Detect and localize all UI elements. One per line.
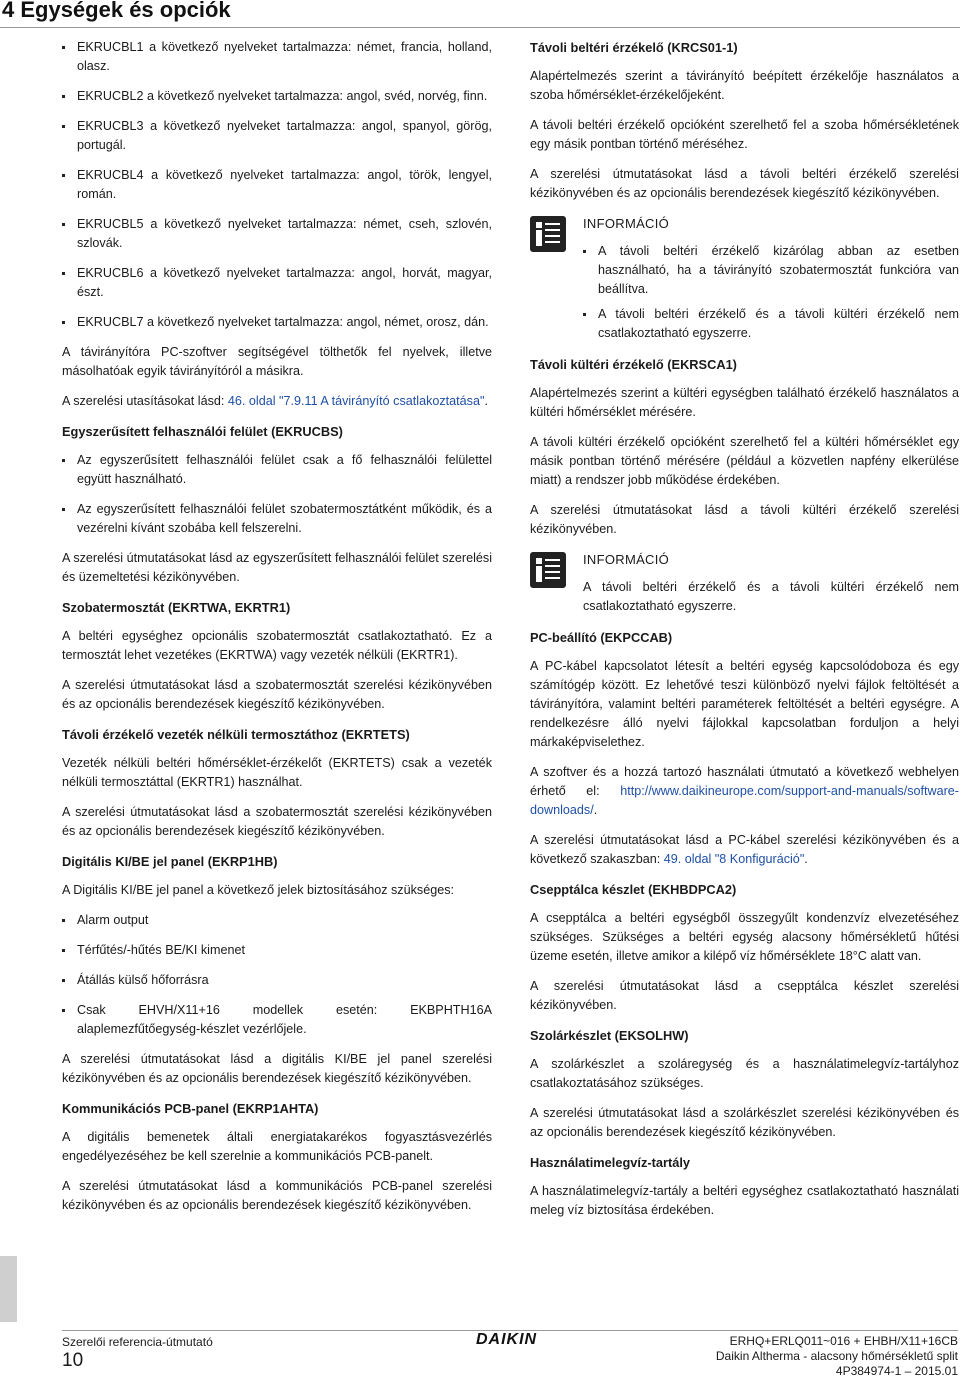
list-item: EKRUCBL6 a következő nyelveket tartalmazza: angol, horvát, magyar, észt. (62, 264, 492, 302)
doc-type: Szerelői referencia-útmutató (62, 1335, 213, 1349)
product-name: Daikin Altherma - alacsony hőmérsékletű split (715, 1349, 958, 1363)
info-icon (530, 216, 566, 252)
install-ref-prefix: A szerelési utasításokat lásd: (62, 394, 228, 408)
right-column (530, 38, 959, 1231)
digital-io-note: A szerelési útmutatásokat lásd a digitális KI/BE jel panel szerelési kézikönyvében és az opcionális berendezések kiegészítő kézikönyvében. (62, 1052, 492, 1085)
heading-simplified-ui: Egyszerűsített felhasználói felület (EKRUCBS) (62, 424, 343, 439)
info-list (583, 242, 959, 343)
download-link[interactable]: http://www.daikineurope.com/support-and-manuals/software-downloads/ (530, 784, 959, 817)
comm-pcb-p1: A digitális bemenetek általi energiatakarékos fogyasztásvezérlés engedélyezéséhez be kell szerelnie a kommunikációs PCB-panelt. (62, 1130, 492, 1163)
page-footer (0, 1322, 960, 1376)
heading-digital-io: Digitális KI/BE jel panel (EKRP1HB) (62, 854, 278, 869)
config-section-link[interactable]: 49. oldal "8 Konfiguráció" (663, 852, 805, 866)
info-title: INFORMÁCIÓ (583, 552, 670, 567)
list-item: EKRUCBL1 a következő nyelveket tartalmazza: német, francia, holland, olasz. (62, 38, 492, 76)
indoor-sensor-p2: A távoli beltéri érzékelő opcióként szerelhető fel a szoba hőmérsékletének egy másik pontban történő méréséhez. (530, 118, 959, 151)
list-item: Az egyszerűsített felhasználói felület szobatermosztátként működik, és a vezérelni kívánt szobába kell felszerelni. (62, 500, 492, 538)
list-item: Csak EHVH/X11+16 modellek esetén: EKBPHTH16A alaplemezfűtőegység-készlet vezérlőjele. (62, 1001, 492, 1039)
pc-config-p1: A PC-kábel kapcsolatot létesít a beltéri egység kapcsolódoboza és egy számítógép között. Ez lehetővé teszi különböző nyelvi fájlok feltöltését a távirányítóra, valamint beltéri paraméterek feltöltését a beltéri egységre. A rendelkezésre álló nyelvi fájlokkal kapcsolatban forduljon a helyi márkaképviselethez. (530, 659, 959, 749)
list-item: A távoli beltéri érzékelő és a távoli kültéri érzékelő nem csatlakoztatható egyszerre. (583, 305, 959, 343)
drain-pan-p1: A csepptálca a beltéri egységből összegyűlt kondenzvíz elvezetéséhez szükséges. Szükséges a beltéri egység alacsony hőmérsékletű hűtési üzeme esetén, illetve amikor a kilépő víz hőmérséklete 18°C alatt van. (530, 911, 959, 963)
heading-outdoor-sensor: Távoli kültéri érzékelő (EKRSCA1) (530, 357, 737, 372)
pc-config-p3 (530, 831, 959, 869)
heading-indoor-sensor: Távoli beltéri érzékelő (KRCS01-1) (530, 40, 738, 55)
info-text: A távoli beltéri érzékelő és a távoli kültéri érzékelő nem csatlakoztatható egyszerre. (583, 580, 959, 613)
pc-config-p2 (530, 763, 959, 820)
model-name: ERHQ+ERLQ011~016 + EHBH/X11+16CB (729, 1334, 958, 1348)
pc-config-p2-prefix: A szoftver és a hozzá tartozó használati útmutató a következő webhelyen érhető el: (530, 765, 959, 798)
pc-config-p3-prefix: A szerelési útmutatásokat lásd a PC-kábel szerelési kézikönyvében és a következő szakaszban: (530, 833, 959, 866)
brand-logo: DAIKIN (476, 1331, 538, 1348)
page-number: 10 (62, 1350, 84, 1371)
heading-dhw-tank: Használatimelegvíz-tartály (530, 1155, 691, 1170)
pc-config-p2-suffix: . (593, 803, 598, 817)
section-title: 4 Egységek és opciók (2, 0, 231, 22)
install-ref (62, 392, 492, 411)
heading-drain-pan: Csepptálca készlet (EKHBDPCA2) (530, 882, 737, 897)
list-item: EKRUCBL3 a következő nyelveket tartalmazza: angol, spanyol, görög, portugál. (62, 117, 492, 155)
indoor-sensor-p1: Alapértelmezés szerint a távirányító beépített érzékelője használatos a szoba hőmérséklet-érzékelőjeként. (530, 69, 959, 102)
thermostat-p2: A szerelési útmutatásokat lásd a szobatermosztát szerelési kézikönyvében és az opcionális berendezések kiegészítő kézikönyvében. (62, 678, 492, 711)
list-item: EKRUCBL2 a következő nyelveket tartalmazza: angol, svéd, norvég, finn. (62, 87, 492, 106)
digital-io-intro: A Digitális KI/BE jel panel a következő jelek biztosításához szükséges: (62, 883, 455, 897)
simplified-note: A szerelési útmutatásokat lásd az egyszerűsített felhasználói felület szerelési és üzemeltetési kézikönyvében. (62, 551, 492, 584)
list-item: Térfűtés/-hűtés BE/KI kimenet (62, 941, 492, 960)
info-box (530, 214, 959, 343)
pc-config-p3-suffix: . (804, 852, 808, 866)
dhw-tank-p1: A használatimelegvíz-tartály a beltéri egységhez csatlakoztatható használati meleg víz biztosítása érdekében. (530, 1184, 959, 1217)
indoor-sensor-p3: A szerelési útmutatásokat lásd a távoli beltéri érzékelő szerelési kézikönyvében és az opcionális berendezések kiegészítő kézikönyvében. (530, 167, 959, 200)
footer-right (716, 1334, 958, 1379)
wireless-sensor-p2: A szerelési útmutatásokat lásd a szobatermosztát szerelési kézikönyvében és az opcionális berendezések kiegészítő kézikönyvében. (62, 805, 492, 838)
thermostat-p1: A beltéri egységhez opcionális szobatermosztát csatlakoztatható. Ez a termosztát lehet vezetékes (EKRTWA) vagy vezeték nélküli (EKRTR1). (62, 629, 492, 662)
heading-solar: Szolárkészlet (EKSOLHW) (530, 1028, 689, 1043)
wireless-sensor-p1: Vezeték nélküli beltéri hőmérséklet-érzékelőt (EKRTETS) csak a vezeték nélküli termosztáttal (EKRTR1) használhat. (62, 756, 492, 789)
language-list (62, 38, 492, 332)
install-ref-link[interactable]: 46. oldal "7.9.11 A távirányító csatlakoztatása" (227, 394, 485, 408)
info-title: INFORMÁCIÓ (583, 216, 670, 231)
left-column (62, 38, 492, 1226)
digital-io-list (62, 911, 492, 1039)
heading-wireless-sensor: Távoli érzékelő vezeték nélküli termosztáthoz (EKRTETS) (62, 727, 410, 742)
list-item: Alarm output (62, 911, 492, 930)
comm-pcb-p2: A szerelési útmutatásokat lásd a kommunikációs PCB-panel szerelési kézikönyvében és az opcionális berendezések kiegészítő kézikönyvében. (62, 1179, 492, 1212)
solar-p2: A szerelési útmutatásokat lásd a szolárkészlet szerelési kézikönyvében és az opcionális berendezések kiegészítő kézikönyvében. (530, 1106, 959, 1139)
solar-p1: A szolárkészlet a szoláregység és a használatimelegvíz-tartályhoz csatlakoztatásához szükséges. (530, 1057, 959, 1090)
info-icon (530, 552, 566, 588)
list-item: Az egyszerűsített felhasználói felület csak a fő felhasználói felülettel együtt használható. (62, 451, 492, 489)
heading-pc-config: PC-beállító (EKPCCAB) (530, 630, 673, 645)
heading-comm-pcb: Kommunikációs PCB-panel (EKRP1AHTA) (62, 1101, 319, 1116)
info-box (530, 550, 959, 616)
heading-thermostat: Szobatermosztát (EKRTWA, EKRTR1) (62, 600, 291, 615)
install-ref-suffix: . (484, 394, 488, 408)
page-header (0, 0, 960, 26)
doc-code: 4P384974-1 – 2015.01 (835, 1364, 958, 1378)
side-tab-mark (0, 1256, 17, 1322)
list-item: EKRUCBL4 a következő nyelveket tartalmazza: angol, török, lengyel, román. (62, 166, 492, 204)
list-item: EKRUCBL5 a következő nyelveket tartalmazza: német, cseh, szlovén, szlovák. (62, 215, 492, 253)
drain-pan-p2: A szerelési útmutatásokat lásd a csepptálca készlet szerelési kézikönyvében. (530, 979, 959, 1012)
list-item: EKRUCBL7 a következő nyelveket tartalmazza: angol, német, orosz, dán. (62, 313, 492, 332)
header-rule (0, 27, 960, 28)
list-item: A távoli beltéri érzékelő kizárólag abban az esetben használható, ha a távirányító szobatermosztát funkcióra van beállítva. (583, 242, 959, 299)
outdoor-sensor-p2: A távoli kültéri érzékelő opcióként szerelhető fel a kültéri hőmérséklet egy másik pontban történő mérésére (például a közvetlen napfény elkerülése miatt) a rendszer jobb működése érdekében. (530, 435, 959, 487)
outdoor-sensor-p1: Alapértelmezés szerint a kültéri egységben található érzékelő használatos a kültéri hőmérséklet mérésére. (530, 386, 959, 419)
simplified-list (62, 451, 492, 538)
pc-software-text: A távirányítóra PC-szoftver segítségével tölthetők fel nyelvek, illetve másolhatóak egyik távirányítóról a másikra. (62, 345, 492, 378)
outdoor-sensor-p3: A szerelési útmutatásokat lásd a távoli kültéri érzékelő szerelési kézikönyvében. (530, 503, 959, 536)
list-item: Átállás külső hőforrásra (62, 971, 492, 990)
